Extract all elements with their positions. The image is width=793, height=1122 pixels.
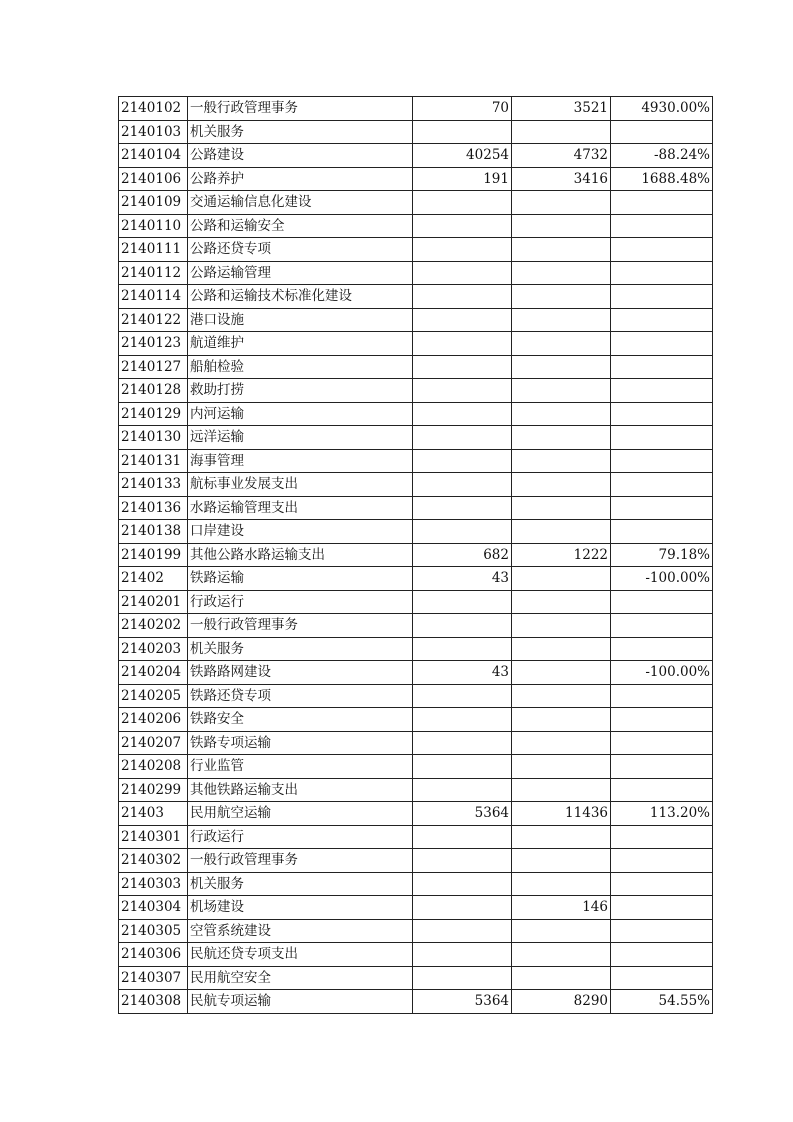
- prior-year-amount-cell: [413, 755, 512, 779]
- table-row: [119, 402, 713, 426]
- prior-year-amount-cell: [413, 520, 512, 544]
- item-name-cell: 民航还贷专项支出: [188, 943, 413, 967]
- item-code-cell: 2140123: [119, 332, 188, 356]
- prior-year-amount-cell: [413, 379, 512, 403]
- change-percent-cell: [611, 191, 713, 215]
- current-year-amount-cell: [512, 919, 611, 943]
- prior-year-amount-cell: [413, 825, 512, 849]
- item-name-cell: 机场建设: [188, 896, 413, 920]
- item-name-cell: 铁路安全: [188, 708, 413, 732]
- item-name-cell: 民用航空安全: [188, 966, 413, 990]
- change-percent-cell: -100.00%: [611, 567, 713, 591]
- item-name-cell: 其他公路水路运输支出: [188, 543, 413, 567]
- table-row: [119, 567, 713, 591]
- item-code-cell: 2140129: [119, 402, 188, 426]
- change-percent-cell: [611, 708, 713, 732]
- current-year-amount-cell: [512, 355, 611, 379]
- prior-year-amount-cell: 5364: [413, 990, 512, 1014]
- prior-year-amount-cell: [413, 285, 512, 309]
- table-row: [119, 379, 713, 403]
- current-year-amount-cell: [512, 825, 611, 849]
- table-row: [119, 872, 713, 896]
- item-code-cell: 2140208: [119, 755, 188, 779]
- item-code-cell: 2140307: [119, 966, 188, 990]
- prior-year-amount-cell: 682: [413, 543, 512, 567]
- item-name-cell: 公路和运输技术标准化建设: [188, 285, 413, 309]
- item-code-cell: 2140136: [119, 496, 188, 520]
- item-code-cell: 2140299: [119, 778, 188, 802]
- current-year-amount-cell: [512, 966, 611, 990]
- current-year-amount-cell: 11436: [512, 802, 611, 826]
- prior-year-amount-cell: [413, 896, 512, 920]
- current-year-amount-cell: 3416: [512, 167, 611, 191]
- current-year-amount-cell: [512, 567, 611, 591]
- item-name-cell: 行政运行: [188, 825, 413, 849]
- table-row: [119, 261, 713, 285]
- current-year-amount-cell: [512, 308, 611, 332]
- change-percent-cell: [611, 520, 713, 544]
- item-code-cell: 2140308: [119, 990, 188, 1014]
- item-name-cell: 公路养护: [188, 167, 413, 191]
- item-code-cell: 2140204: [119, 661, 188, 685]
- item-code-cell: 2140114: [119, 285, 188, 309]
- current-year-amount-cell: [512, 191, 611, 215]
- item-code-cell: 2140131: [119, 449, 188, 473]
- table-row: [119, 943, 713, 967]
- item-name-cell: 机关服务: [188, 637, 413, 661]
- table-body: [119, 97, 713, 1014]
- prior-year-amount-cell: 5364: [413, 802, 512, 826]
- change-percent-cell: [611, 496, 713, 520]
- table-row: [119, 637, 713, 661]
- current-year-amount-cell: [512, 731, 611, 755]
- current-year-amount-cell: [512, 120, 611, 144]
- item-name-cell: 其他铁路运输支出: [188, 778, 413, 802]
- table-row: [119, 990, 713, 1014]
- item-name-cell: 民航专项运输: [188, 990, 413, 1014]
- prior-year-amount-cell: [413, 261, 512, 285]
- item-code-cell: 2140128: [119, 379, 188, 403]
- current-year-amount-cell: [512, 849, 611, 873]
- item-name-cell: 内河运输: [188, 402, 413, 426]
- item-code-cell: 2140199: [119, 543, 188, 567]
- item-code-cell: 2140302: [119, 849, 188, 873]
- prior-year-amount-cell: 70: [413, 97, 512, 121]
- change-percent-cell: -100.00%: [611, 661, 713, 685]
- table-row: [119, 520, 713, 544]
- item-code-cell: 2140301: [119, 825, 188, 849]
- current-year-amount-cell: [512, 661, 611, 685]
- prior-year-amount-cell: [413, 590, 512, 614]
- item-code-cell: 21402: [119, 567, 188, 591]
- table-row: [119, 426, 713, 450]
- table-row: [119, 896, 713, 920]
- item-name-cell: 远洋运输: [188, 426, 413, 450]
- change-percent-cell: [611, 778, 713, 802]
- item-code-cell: 2140109: [119, 191, 188, 215]
- table-row: [119, 285, 713, 309]
- table-row: [119, 708, 713, 732]
- prior-year-amount-cell: [413, 214, 512, 238]
- prior-year-amount-cell: [413, 731, 512, 755]
- table-row: [119, 731, 713, 755]
- change-percent-cell: [611, 849, 713, 873]
- change-percent-cell: [611, 379, 713, 403]
- item-name-cell: 港口设施: [188, 308, 413, 332]
- item-name-cell: 航标事业发展支出: [188, 473, 413, 497]
- change-percent-cell: [611, 731, 713, 755]
- table-row: [119, 449, 713, 473]
- prior-year-amount-cell: [413, 308, 512, 332]
- change-percent-cell: 79.18%: [611, 543, 713, 567]
- current-year-amount-cell: 146: [512, 896, 611, 920]
- current-year-amount-cell: 8290: [512, 990, 611, 1014]
- current-year-amount-cell: 1222: [512, 543, 611, 567]
- change-percent-cell: 113.20%: [611, 802, 713, 826]
- item-code-cell: 2140130: [119, 426, 188, 450]
- current-year-amount-cell: [512, 402, 611, 426]
- change-percent-cell: [611, 308, 713, 332]
- table-row: [119, 167, 713, 191]
- current-year-amount-cell: [512, 285, 611, 309]
- item-name-cell: 口岸建设: [188, 520, 413, 544]
- current-year-amount-cell: 3521: [512, 97, 611, 121]
- table-row: [119, 473, 713, 497]
- current-year-amount-cell: [512, 426, 611, 450]
- prior-year-amount-cell: [413, 872, 512, 896]
- prior-year-amount-cell: [413, 778, 512, 802]
- current-year-amount-cell: [512, 214, 611, 238]
- change-percent-cell: [611, 214, 713, 238]
- change-percent-cell: [611, 896, 713, 920]
- change-percent-cell: [611, 919, 713, 943]
- table-row: [119, 661, 713, 685]
- prior-year-amount-cell: [413, 637, 512, 661]
- item-name-cell: 海事管理: [188, 449, 413, 473]
- current-year-amount-cell: [512, 637, 611, 661]
- current-year-amount-cell: [512, 778, 611, 802]
- table-row: [119, 144, 713, 168]
- current-year-amount-cell: [512, 755, 611, 779]
- item-code-cell: 2140306: [119, 943, 188, 967]
- table-row: [119, 614, 713, 638]
- table-row: [119, 332, 713, 356]
- prior-year-amount-cell: 43: [413, 661, 512, 685]
- prior-year-amount-cell: [413, 849, 512, 873]
- item-name-cell: 交通运输信息化建设: [188, 191, 413, 215]
- item-code-cell: 2140201: [119, 590, 188, 614]
- table-row: [119, 590, 713, 614]
- budget-expenditure-table: [118, 96, 713, 1014]
- current-year-amount-cell: [512, 449, 611, 473]
- item-name-cell: 空管系统建设: [188, 919, 413, 943]
- current-year-amount-cell: [512, 520, 611, 544]
- item-code-cell: 2140203: [119, 637, 188, 661]
- item-code-cell: 2140122: [119, 308, 188, 332]
- prior-year-amount-cell: [413, 120, 512, 144]
- item-code-cell: 2140202: [119, 614, 188, 638]
- current-year-amount-cell: [512, 332, 611, 356]
- item-code-cell: 2140111: [119, 238, 188, 262]
- current-year-amount-cell: [512, 684, 611, 708]
- item-code-cell: 21403: [119, 802, 188, 826]
- item-name-cell: 水路运输管理支出: [188, 496, 413, 520]
- item-name-cell: 机关服务: [188, 120, 413, 144]
- item-name-cell: 铁路运输: [188, 567, 413, 591]
- table-row: [119, 214, 713, 238]
- item-name-cell: 救助打捞: [188, 379, 413, 403]
- item-code-cell: 2140304: [119, 896, 188, 920]
- prior-year-amount-cell: [413, 238, 512, 262]
- item-code-cell: 2140133: [119, 473, 188, 497]
- item-name-cell: 一般行政管理事务: [188, 97, 413, 121]
- prior-year-amount-cell: [413, 708, 512, 732]
- item-name-cell: 铁路还贷专项: [188, 684, 413, 708]
- change-percent-cell: 1688.48%: [611, 167, 713, 191]
- table-row: [119, 849, 713, 873]
- item-name-cell: 公路还贷专项: [188, 238, 413, 262]
- item-name-cell: 一般行政管理事务: [188, 849, 413, 873]
- item-name-cell: 行业监管: [188, 755, 413, 779]
- prior-year-amount-cell: [413, 496, 512, 520]
- item-name-cell: 铁路专项运输: [188, 731, 413, 755]
- table-row: [119, 966, 713, 990]
- table-row: [119, 308, 713, 332]
- prior-year-amount-cell: [413, 919, 512, 943]
- current-year-amount-cell: [512, 379, 611, 403]
- change-percent-cell: [611, 261, 713, 285]
- change-percent-cell: -88.24%: [611, 144, 713, 168]
- current-year-amount-cell: [512, 872, 611, 896]
- item-name-cell: 铁路路网建设: [188, 661, 413, 685]
- current-year-amount-cell: [512, 473, 611, 497]
- prior-year-amount-cell: 191: [413, 167, 512, 191]
- change-percent-cell: [611, 238, 713, 262]
- current-year-amount-cell: [512, 614, 611, 638]
- table-row: [119, 496, 713, 520]
- item-code-cell: 2140305: [119, 919, 188, 943]
- item-code-cell: 2140206: [119, 708, 188, 732]
- table-row: [119, 778, 713, 802]
- item-code-cell: 2140138: [119, 520, 188, 544]
- change-percent-cell: [611, 755, 713, 779]
- item-name-cell: 公路建设: [188, 144, 413, 168]
- item-name-cell: 航道维护: [188, 332, 413, 356]
- table-row: [119, 355, 713, 379]
- prior-year-amount-cell: [413, 684, 512, 708]
- change-percent-cell: [611, 684, 713, 708]
- table-row: [119, 238, 713, 262]
- item-name-cell: 民用航空运输: [188, 802, 413, 826]
- item-name-cell: 行政运行: [188, 590, 413, 614]
- table-row: [119, 191, 713, 215]
- change-percent-cell: [611, 872, 713, 896]
- change-percent-cell: [611, 120, 713, 144]
- table-row: [119, 684, 713, 708]
- table-row: [119, 543, 713, 567]
- item-code-cell: 2140110: [119, 214, 188, 238]
- current-year-amount-cell: [512, 261, 611, 285]
- table-row: [119, 802, 713, 826]
- item-name-cell: 一般行政管理事务: [188, 614, 413, 638]
- current-year-amount-cell: [512, 708, 611, 732]
- table-row: [119, 919, 713, 943]
- item-code-cell: 2140303: [119, 872, 188, 896]
- table-row: [119, 97, 713, 121]
- prior-year-amount-cell: [413, 191, 512, 215]
- change-percent-cell: [611, 590, 713, 614]
- table-row: [119, 825, 713, 849]
- change-percent-cell: [611, 285, 713, 309]
- prior-year-amount-cell: [413, 426, 512, 450]
- item-name-cell: 机关服务: [188, 872, 413, 896]
- item-code-cell: 2140207: [119, 731, 188, 755]
- item-name-cell: 公路运输管理: [188, 261, 413, 285]
- change-percent-cell: 54.55%: [611, 990, 713, 1014]
- change-percent-cell: [611, 332, 713, 356]
- change-percent-cell: [611, 355, 713, 379]
- prior-year-amount-cell: [413, 332, 512, 356]
- change-percent-cell: [611, 614, 713, 638]
- change-percent-cell: [611, 825, 713, 849]
- prior-year-amount-cell: [413, 473, 512, 497]
- prior-year-amount-cell: [413, 966, 512, 990]
- item-name-cell: 船舶检验: [188, 355, 413, 379]
- item-code-cell: 2140127: [119, 355, 188, 379]
- change-percent-cell: [611, 473, 713, 497]
- current-year-amount-cell: [512, 943, 611, 967]
- change-percent-cell: [611, 402, 713, 426]
- change-percent-cell: [611, 426, 713, 450]
- item-code-cell: 2140106: [119, 167, 188, 191]
- item-code-cell: 2140102: [119, 97, 188, 121]
- prior-year-amount-cell: [413, 355, 512, 379]
- item-code-cell: 2140104: [119, 144, 188, 168]
- prior-year-amount-cell: [413, 449, 512, 473]
- current-year-amount-cell: [512, 238, 611, 262]
- item-name-cell: 公路和运输安全: [188, 214, 413, 238]
- item-code-cell: 2140112: [119, 261, 188, 285]
- change-percent-cell: [611, 637, 713, 661]
- prior-year-amount-cell: [413, 614, 512, 638]
- current-year-amount-cell: [512, 496, 611, 520]
- table-row: [119, 120, 713, 144]
- change-percent-cell: 4930.00%: [611, 97, 713, 121]
- prior-year-amount-cell: 40254: [413, 144, 512, 168]
- current-year-amount-cell: [512, 590, 611, 614]
- change-percent-cell: [611, 943, 713, 967]
- item-code-cell: 2140103: [119, 120, 188, 144]
- prior-year-amount-cell: [413, 943, 512, 967]
- current-year-amount-cell: 4732: [512, 144, 611, 168]
- change-percent-cell: [611, 966, 713, 990]
- prior-year-amount-cell: [413, 402, 512, 426]
- change-percent-cell: [611, 449, 713, 473]
- table-row: [119, 755, 713, 779]
- prior-year-amount-cell: 43: [413, 567, 512, 591]
- item-code-cell: 2140205: [119, 684, 188, 708]
